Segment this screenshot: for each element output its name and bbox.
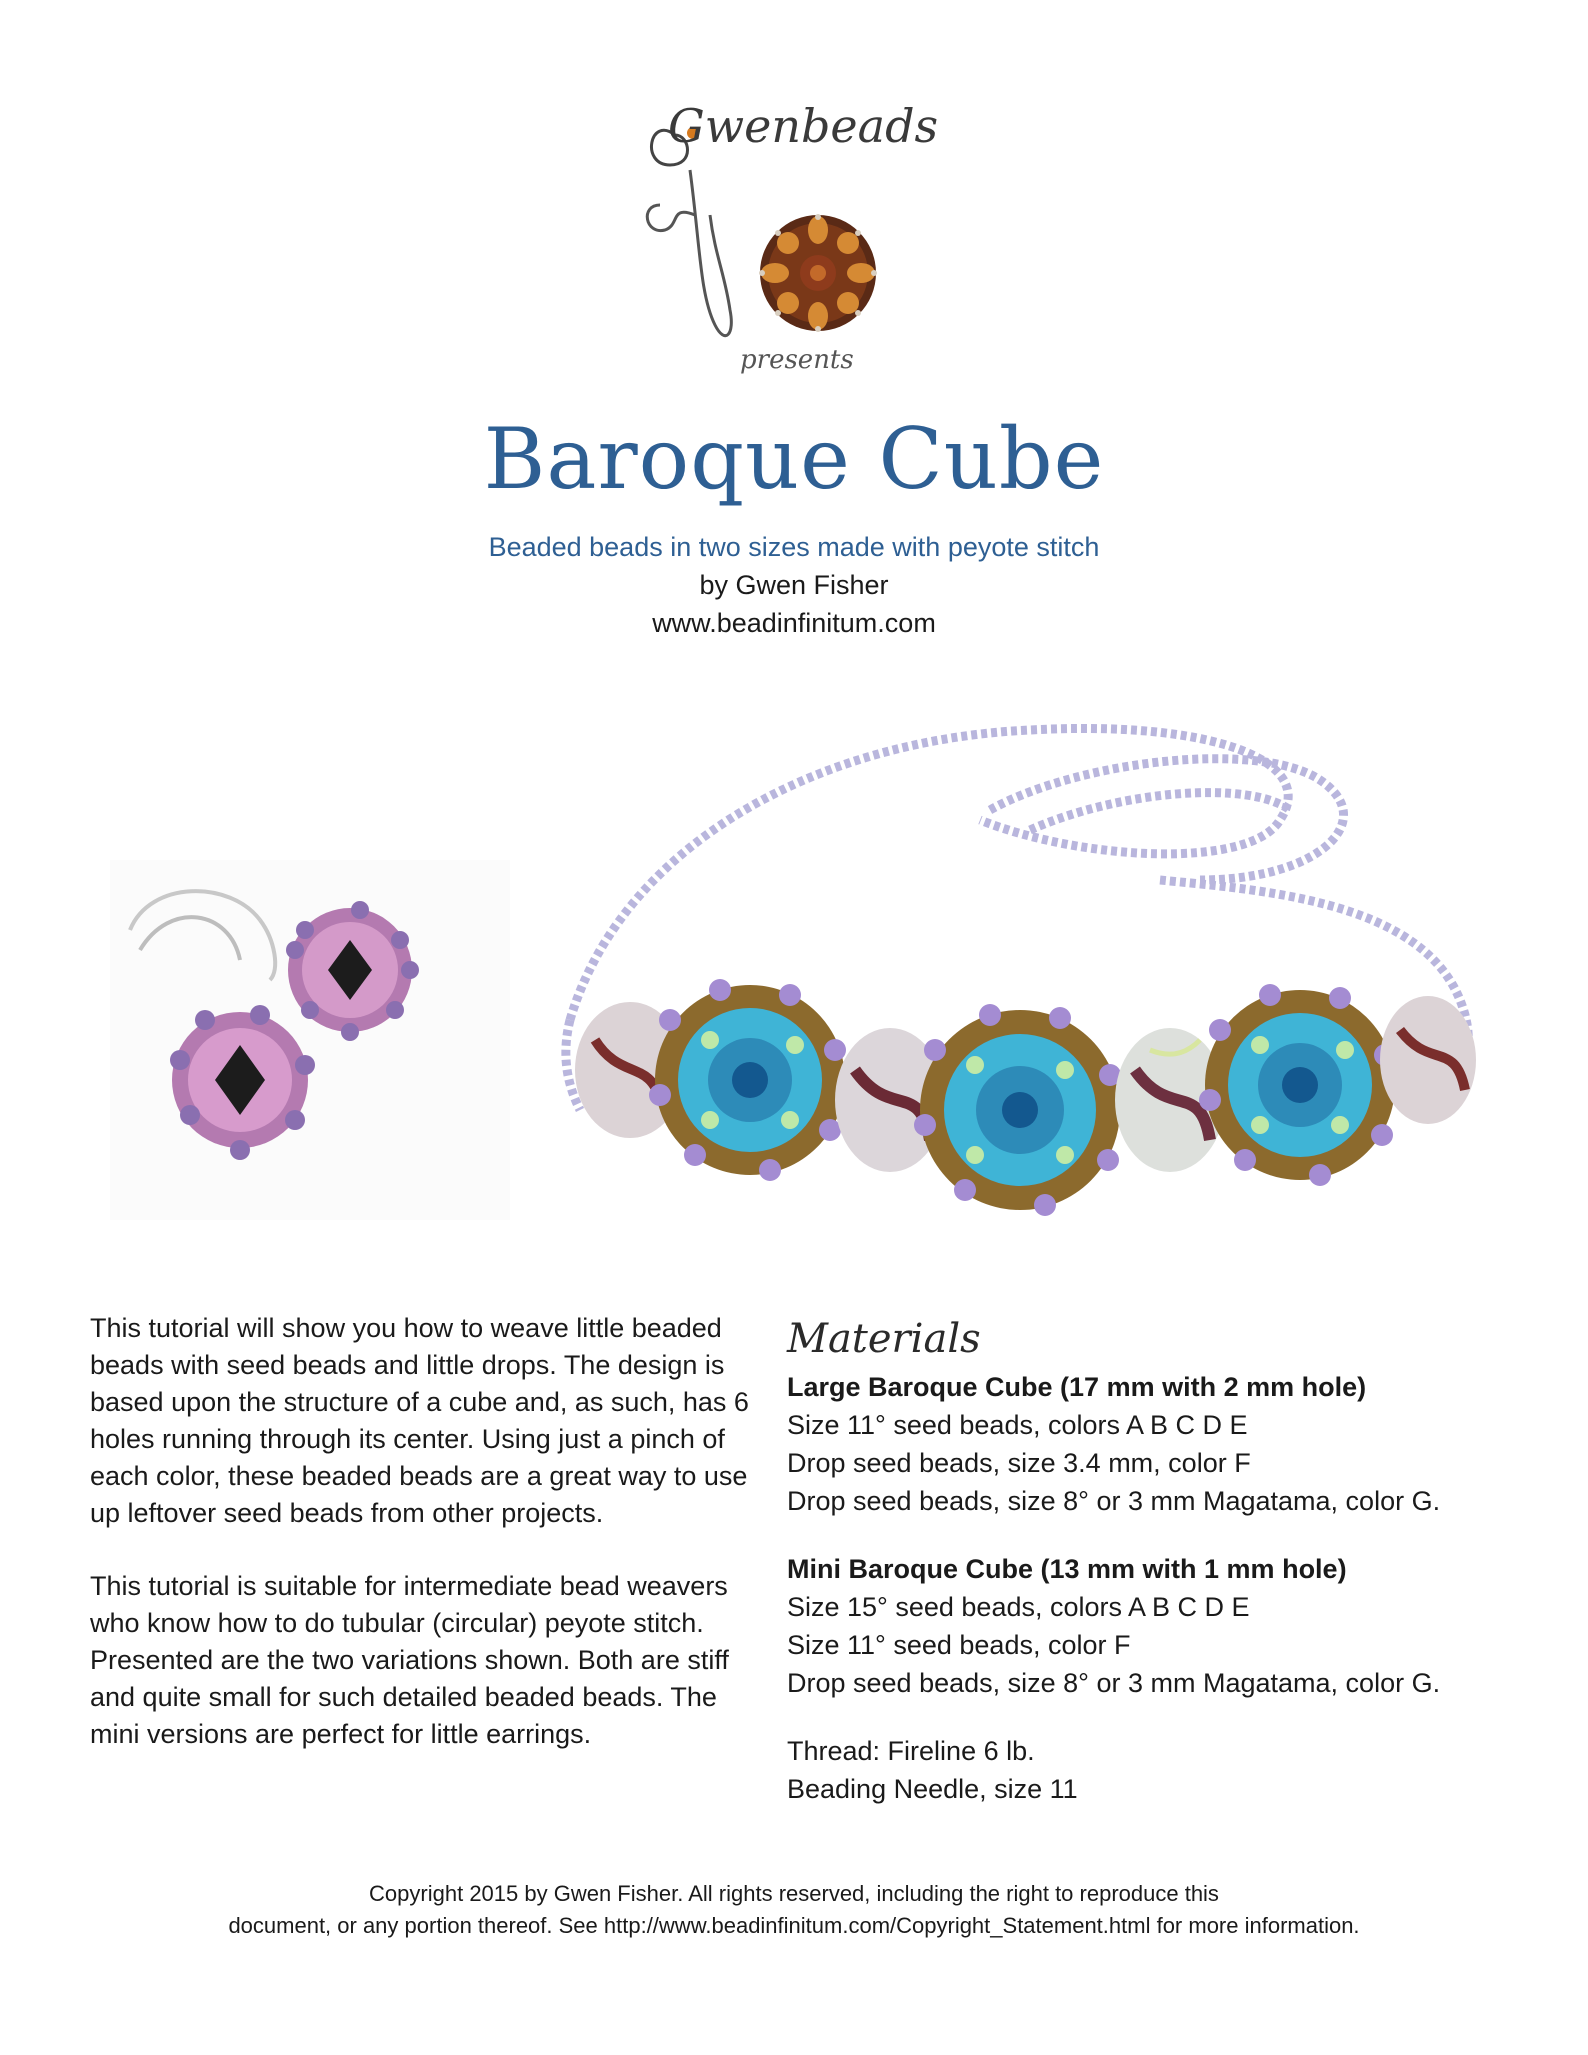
- necklace-photo: [560, 700, 1520, 1260]
- mini-cube-title: Mini Baroque Cube (13 mm with 1 mm hole): [787, 1554, 1347, 1584]
- materials-heading: Materials: [787, 1316, 981, 1362]
- intro-paragraph-1: This tutorial will show you how to weave little beaded beads with seed beads and little drops. The design is based upon the structure of a cube and, as such, has 6 holes running through its center. Using just a pinch of each color, these beaded beads are a great way to use up leftover seed beads from other projects.: [90, 1313, 749, 1528]
- thread-line: Thread: Fireline 6 lb.: [787, 1736, 1035, 1766]
- page-title: Baroque Cube: [483, 410, 1105, 508]
- material-line: Drop seed beads, size 3.4 mm, color F: [787, 1448, 1251, 1478]
- mini-cube-materials: [787, 1550, 1507, 1702]
- logo-brand-text: Gwenbeads: [668, 99, 939, 153]
- needle-line: Beading Needle, size 11: [787, 1774, 1078, 1804]
- gwenbeads-logo: [640, 95, 960, 395]
- material-line: Size 11° seed beads, colors A B C D E: [787, 1410, 1248, 1440]
- tools-list: [787, 1732, 1507, 1808]
- material-line: Size 11° seed beads, color F: [787, 1630, 1131, 1660]
- earrings-photo: [110, 860, 510, 1220]
- page-subtitle: Beaded beads in two sizes made with peyote stitch: [488, 532, 1100, 562]
- copyright-notice: [0, 1878, 1588, 1942]
- lampwork-bead: [1380, 996, 1476, 1124]
- copyright-line-2: document, or any portion thereof. See http://www.beadinfinitum.com/Copyright_Statement.html for more information.: [228, 1913, 1360, 1938]
- large-cube-materials: [787, 1368, 1507, 1520]
- intro-paragraph-2: This tutorial is suitable for intermediate bead weavers who know how to do tubular (circular) peyote stitch. Presented are the two variations shown. Both are stiff and quite small for such detailed beaded beads. The mini versions are perfect for little earrings.: [90, 1571, 729, 1749]
- logo-presents-text: presents: [740, 345, 854, 375]
- author-byline: by Gwen Fisher: [699, 570, 889, 600]
- material-line: Drop seed beads, size 8° or 3 mm Magatama, color G.: [787, 1668, 1441, 1698]
- beaded-medallion-icon: [759, 214, 877, 332]
- intro-section: [90, 1310, 750, 1789]
- copyright-line-1: Copyright 2015 by Gwen Fisher. All rights reserved, including the right to reproduce this: [369, 1881, 1219, 1906]
- material-line: Size 15° seed beads, colors A B C D E: [787, 1592, 1250, 1622]
- material-line: Drop seed beads, size 8° or 3 mm Magatama, color G.: [787, 1486, 1441, 1516]
- website-url: www.beadinfinitum.com: [652, 608, 936, 638]
- materials-section: [787, 1310, 1507, 1838]
- large-cube-title: Large Baroque Cube (17 mm with 2 mm hole): [787, 1372, 1367, 1402]
